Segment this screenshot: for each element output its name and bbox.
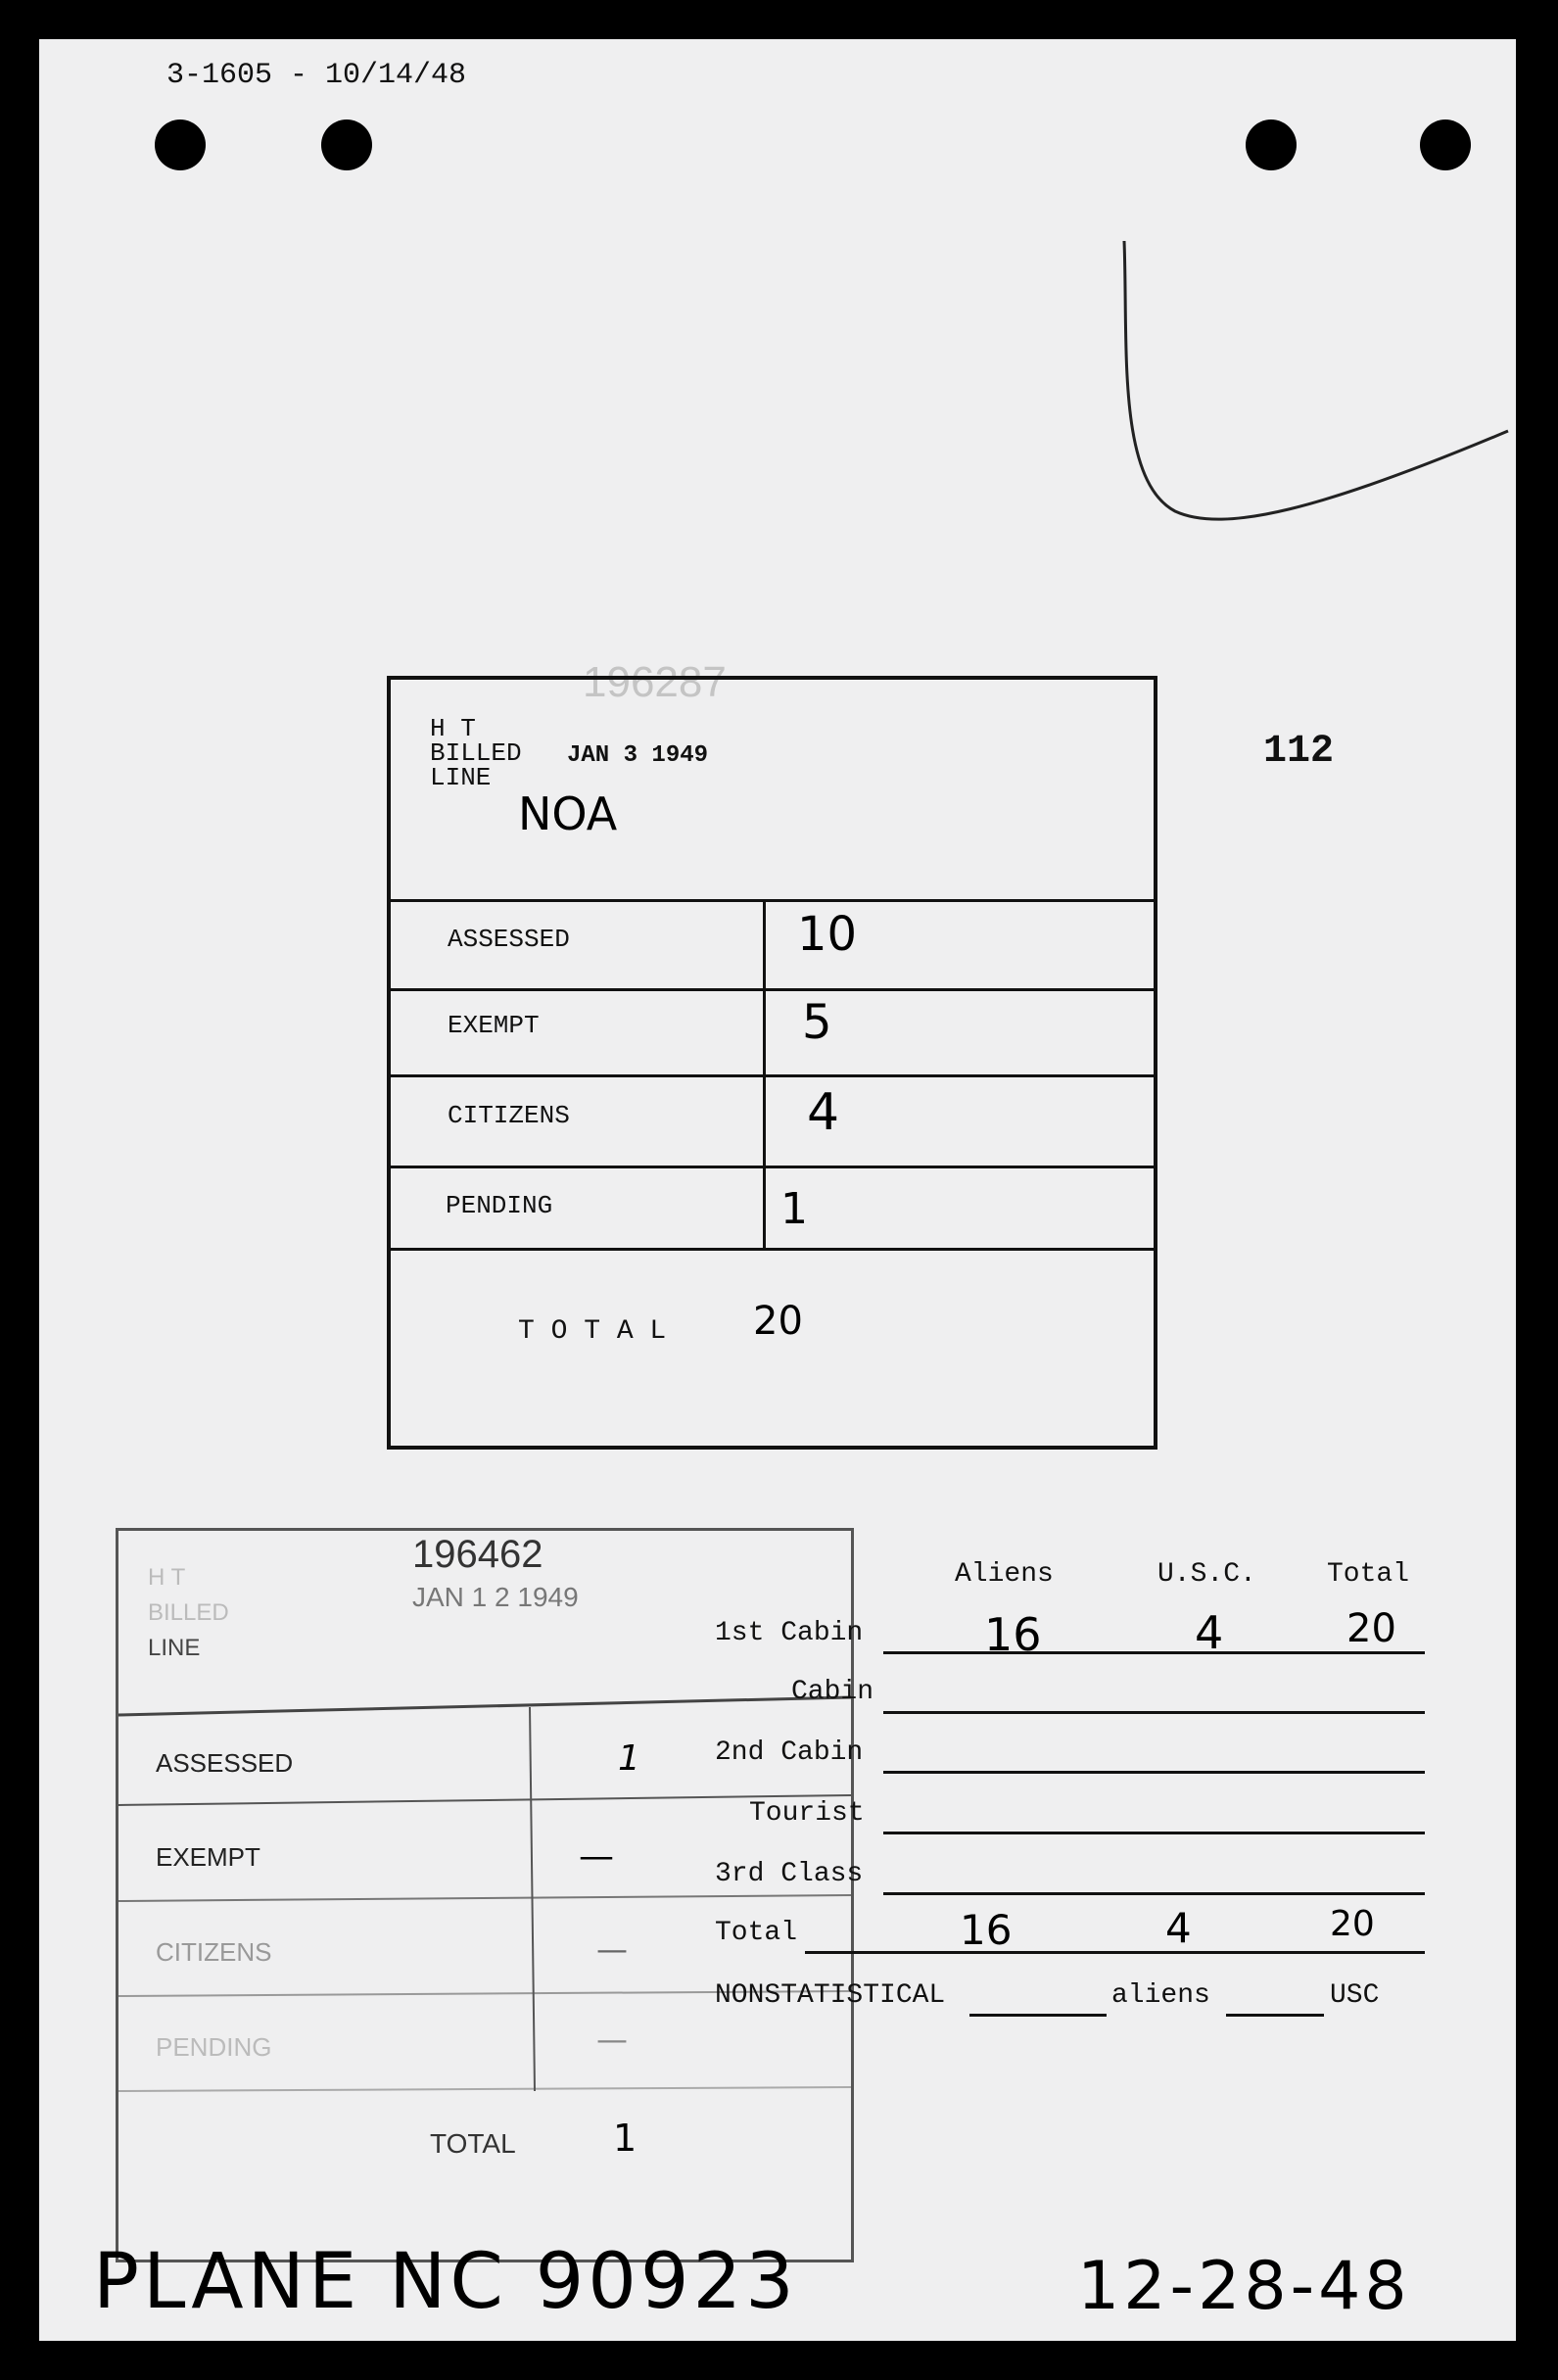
punch-hole <box>1246 119 1297 170</box>
row-label-tourist: Tourist <box>749 1798 865 1829</box>
total-total: 20 <box>1330 1904 1375 1944</box>
card1-header-labels <box>430 714 522 792</box>
exempt-label: EXEMPT <box>448 1011 540 1040</box>
usc-label: USC <box>1330 1980 1380 2011</box>
column-aliens: Aliens <box>955 1559 1054 1590</box>
ht-label: H T <box>430 714 476 743</box>
citizens-label: CITIZENS <box>448 1101 570 1130</box>
assessed-label: ASSESSED <box>156 1748 294 1778</box>
pending-value: — <box>596 2021 628 2058</box>
1st-cabin-aliens: 16 <box>984 1608 1042 1661</box>
aliens-label: aliens <box>1111 1980 1210 2011</box>
total-aliens: 16 <box>960 1906 1013 1954</box>
line-label: LINE <box>430 763 492 792</box>
citizens-value: 4 <box>807 1083 840 1142</box>
line-label: LINE <box>148 1635 201 1661</box>
pending-value: 1 <box>780 1184 808 1234</box>
row-label-3rd-class: 3rd Class <box>715 1859 864 1889</box>
ghost-serial-number: 196287 <box>583 658 727 706</box>
total-value: 1 <box>613 2117 637 2160</box>
punch-hole <box>321 119 372 170</box>
total-label: TOTAL <box>430 2128 516 2159</box>
exempt-value: — <box>579 1836 614 1877</box>
1st-cabin-usc: 4 <box>1195 1606 1224 1659</box>
assessed-value: 1 <box>618 1738 640 1779</box>
tax-card-1 <box>387 676 1157 1450</box>
assessed-label: ASSESSED <box>448 925 570 954</box>
page-number: 112 <box>1263 730 1335 774</box>
total-label: T O T A L <box>518 1316 667 1347</box>
punch-hole <box>1420 119 1471 170</box>
exempt-label: EXEMPT <box>156 1842 260 1872</box>
date-stamp: JAN 1 2 1949 <box>412 1582 579 1612</box>
1st-cabin-total: 20 <box>1346 1606 1396 1651</box>
assessed-value: 10 <box>797 907 858 962</box>
check-mark-icon <box>1077 196 1516 548</box>
date-stamp: JAN 3 1949 <box>567 742 709 769</box>
plane-number: PLANE NC 90923 <box>93 2238 798 2326</box>
row-label-1st-cabin: 1st Cabin <box>715 1618 864 1648</box>
total-usc: 4 <box>1165 1904 1192 1952</box>
billed-label: BILLED <box>430 738 522 768</box>
ht-label: H T <box>148 1564 186 1591</box>
nonstatistical-label: NONSTATISTICAL <box>715 1980 946 2011</box>
pending-label: PENDING <box>446 1191 553 1220</box>
serial-number: 196462 <box>412 1533 543 1576</box>
document-page <box>39 39 1516 2341</box>
row-label-total: Total <box>715 1918 798 1948</box>
line-value: NOA <box>518 787 618 840</box>
row-label-2nd-cabin: 2nd Cabin <box>715 1737 864 1768</box>
punch-hole <box>155 119 206 170</box>
row-label-cabin: Cabin <box>791 1677 874 1707</box>
citizens-label: CITIZENS <box>156 1937 272 1967</box>
billed-label: BILLED <box>148 1599 229 1626</box>
pending-label: PENDING <box>156 2032 272 2062</box>
citizens-value: — <box>596 1930 628 1968</box>
footer-date: 12-28-48 <box>1077 2248 1411 2325</box>
form-number: 3-1605 - 10/14/48 <box>166 59 467 92</box>
total-value: 20 <box>753 1299 803 1344</box>
column-total: Total <box>1327 1559 1410 1590</box>
column-usc: U.S.C. <box>1157 1559 1256 1590</box>
exempt-value: 5 <box>802 995 832 1050</box>
